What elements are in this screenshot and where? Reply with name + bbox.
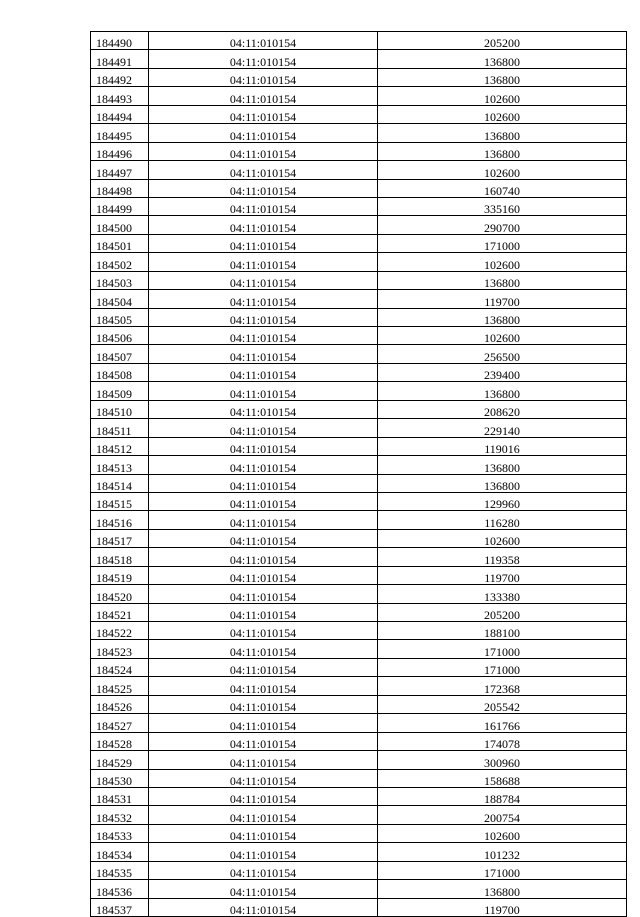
cell-code: 04:11:010154 xyxy=(149,382,378,400)
cell-id: 184536 xyxy=(91,880,149,898)
cell-amount: 102600 xyxy=(378,253,627,271)
table-row xyxy=(91,732,627,750)
cell-code: 04:11:010154 xyxy=(149,898,378,916)
cell-code: 04:11:010154 xyxy=(149,566,378,584)
cell-id: 184512 xyxy=(91,437,149,455)
cell-code: 04:11:010154 xyxy=(149,677,378,695)
table-row xyxy=(91,87,627,105)
cell-id: 184510 xyxy=(91,400,149,418)
cell-id: 184535 xyxy=(91,861,149,879)
table-row xyxy=(91,419,627,437)
cell-code: 04:11:010154 xyxy=(149,806,378,824)
cell-code: 04:11:010154 xyxy=(149,124,378,142)
cell-code: 04:11:010154 xyxy=(149,787,378,805)
cell-id: 184518 xyxy=(91,548,149,566)
table-row xyxy=(91,640,627,658)
cell-amount: 119700 xyxy=(378,566,627,584)
table-row xyxy=(91,142,627,160)
cell-id: 184523 xyxy=(91,640,149,658)
cell-code: 04:11:010154 xyxy=(149,363,378,381)
cell-id: 184537 xyxy=(91,898,149,916)
cell-id: 184511 xyxy=(91,419,149,437)
cell-code: 04:11:010154 xyxy=(149,216,378,234)
table-row xyxy=(91,327,627,345)
table-row xyxy=(91,253,627,271)
table-row xyxy=(91,437,627,455)
cell-id: 184505 xyxy=(91,308,149,326)
table-row xyxy=(91,492,627,510)
cell-amount: 136800 xyxy=(378,474,627,492)
table-row xyxy=(91,898,627,916)
cell-id: 184514 xyxy=(91,474,149,492)
cell-id: 184493 xyxy=(91,87,149,105)
cell-code: 04:11:010154 xyxy=(149,419,378,437)
cell-amount: 133380 xyxy=(378,585,627,603)
cell-code: 04:11:010154 xyxy=(149,327,378,345)
table-row xyxy=(91,787,627,805)
cell-amount: 174078 xyxy=(378,732,627,750)
cell-code: 04:11:010154 xyxy=(149,585,378,603)
cell-code: 04:11:010154 xyxy=(149,474,378,492)
table-row xyxy=(91,751,627,769)
table-row xyxy=(91,161,627,179)
table-row xyxy=(91,345,627,363)
cell-id: 184525 xyxy=(91,677,149,695)
cell-id: 184502 xyxy=(91,253,149,271)
cell-id: 184490 xyxy=(91,32,149,50)
cell-code: 04:11:010154 xyxy=(149,68,378,86)
cell-amount: 136800 xyxy=(378,880,627,898)
cell-id: 184529 xyxy=(91,751,149,769)
cell-id: 184516 xyxy=(91,511,149,529)
cell-id: 184524 xyxy=(91,658,149,676)
cell-amount: 136800 xyxy=(378,50,627,68)
cell-id: 184496 xyxy=(91,142,149,160)
table-row xyxy=(91,714,627,732)
cell-code: 04:11:010154 xyxy=(149,640,378,658)
table-row xyxy=(91,622,627,640)
cell-amount: 119358 xyxy=(378,548,627,566)
cell-amount: 119016 xyxy=(378,437,627,455)
cell-code: 04:11:010154 xyxy=(149,197,378,215)
cell-code: 04:11:010154 xyxy=(149,87,378,105)
table-row xyxy=(91,400,627,418)
cell-amount: 102600 xyxy=(378,87,627,105)
cell-id: 184517 xyxy=(91,529,149,547)
cell-code: 04:11:010154 xyxy=(149,824,378,842)
cell-amount: 161766 xyxy=(378,714,627,732)
cell-amount: 172368 xyxy=(378,677,627,695)
table-row xyxy=(91,529,627,547)
cell-amount: 205542 xyxy=(378,695,627,713)
cell-id: 184507 xyxy=(91,345,149,363)
table-row xyxy=(91,32,627,50)
cell-amount: 136800 xyxy=(378,382,627,400)
cell-amount: 119700 xyxy=(378,898,627,916)
cell-id: 184494 xyxy=(91,105,149,123)
cell-code: 04:11:010154 xyxy=(149,622,378,640)
cell-id: 184527 xyxy=(91,714,149,732)
cell-id: 184530 xyxy=(91,769,149,787)
cell-id: 184531 xyxy=(91,787,149,805)
table-row xyxy=(91,585,627,603)
cell-id: 184520 xyxy=(91,585,149,603)
cell-code: 04:11:010154 xyxy=(149,271,378,289)
table-row xyxy=(91,308,627,326)
cell-id: 184500 xyxy=(91,216,149,234)
cell-code: 04:11:010154 xyxy=(149,50,378,68)
table-body xyxy=(91,32,627,917)
cell-amount: 102600 xyxy=(378,824,627,842)
table-row xyxy=(91,456,627,474)
cell-id: 184528 xyxy=(91,732,149,750)
cell-amount: 102600 xyxy=(378,529,627,547)
cell-code: 04:11:010154 xyxy=(149,658,378,676)
cell-code: 04:11:010154 xyxy=(149,290,378,308)
cell-code: 04:11:010154 xyxy=(149,603,378,621)
cell-amount: 290700 xyxy=(378,216,627,234)
cell-code: 04:11:010154 xyxy=(149,456,378,474)
cell-amount: 136800 xyxy=(378,124,627,142)
cell-code: 04:11:010154 xyxy=(149,714,378,732)
table-row xyxy=(91,382,627,400)
table-row xyxy=(91,197,627,215)
cell-code: 04:11:010154 xyxy=(149,179,378,197)
cell-code: 04:11:010154 xyxy=(149,161,378,179)
cell-amount: 158688 xyxy=(378,769,627,787)
cell-id: 184506 xyxy=(91,327,149,345)
cell-amount: 119700 xyxy=(378,290,627,308)
cell-amount: 101232 xyxy=(378,843,627,861)
table-row xyxy=(91,548,627,566)
cell-amount: 129960 xyxy=(378,492,627,510)
cell-amount: 229140 xyxy=(378,419,627,437)
cell-id: 184522 xyxy=(91,622,149,640)
cell-amount: 171000 xyxy=(378,640,627,658)
cell-amount: 335160 xyxy=(378,197,627,215)
cell-amount: 256500 xyxy=(378,345,627,363)
cell-code: 04:11:010154 xyxy=(149,751,378,769)
table-row xyxy=(91,861,627,879)
cell-id: 184521 xyxy=(91,603,149,621)
table-row xyxy=(91,677,627,695)
cell-code: 04:11:010154 xyxy=(149,843,378,861)
cell-amount: 171000 xyxy=(378,658,627,676)
cell-id: 184498 xyxy=(91,179,149,197)
cell-id: 184497 xyxy=(91,161,149,179)
cell-id: 184501 xyxy=(91,234,149,252)
cell-code: 04:11:010154 xyxy=(149,732,378,750)
cell-code: 04:11:010154 xyxy=(149,345,378,363)
cell-amount: 171000 xyxy=(378,234,627,252)
cell-amount: 205200 xyxy=(378,603,627,621)
cell-id: 184492 xyxy=(91,68,149,86)
cell-id: 184513 xyxy=(91,456,149,474)
table-row xyxy=(91,179,627,197)
cell-code: 04:11:010154 xyxy=(149,105,378,123)
cell-code: 04:11:010154 xyxy=(149,234,378,252)
cell-amount: 136800 xyxy=(378,271,627,289)
cell-amount: 171000 xyxy=(378,861,627,879)
cell-code: 04:11:010154 xyxy=(149,695,378,713)
cell-id: 184503 xyxy=(91,271,149,289)
cell-amount: 208620 xyxy=(378,400,627,418)
cell-code: 04:11:010154 xyxy=(149,861,378,879)
table-row xyxy=(91,234,627,252)
cell-code: 04:11:010154 xyxy=(149,511,378,529)
cell-id: 184533 xyxy=(91,824,149,842)
table-row xyxy=(91,658,627,676)
cell-id: 184526 xyxy=(91,695,149,713)
cell-amount: 102600 xyxy=(378,327,627,345)
cell-id: 184491 xyxy=(91,50,149,68)
cell-amount: 102600 xyxy=(378,161,627,179)
cell-amount: 188100 xyxy=(378,622,627,640)
table-row xyxy=(91,603,627,621)
cell-id: 184495 xyxy=(91,124,149,142)
cell-code: 04:11:010154 xyxy=(149,142,378,160)
table-row xyxy=(91,124,627,142)
cell-amount: 136800 xyxy=(378,142,627,160)
table-row xyxy=(91,474,627,492)
cell-amount: 136800 xyxy=(378,68,627,86)
table-row xyxy=(91,363,627,381)
cell-amount: 102600 xyxy=(378,105,627,123)
cell-id: 184532 xyxy=(91,806,149,824)
table-row xyxy=(91,843,627,861)
data-table xyxy=(90,31,627,917)
table-row xyxy=(91,880,627,898)
table-row xyxy=(91,271,627,289)
cell-code: 04:11:010154 xyxy=(149,548,378,566)
cell-amount: 200754 xyxy=(378,806,627,824)
cell-id: 184508 xyxy=(91,363,149,381)
cell-amount: 239400 xyxy=(378,363,627,381)
cell-code: 04:11:010154 xyxy=(149,769,378,787)
table-row xyxy=(91,68,627,86)
cell-code: 04:11:010154 xyxy=(149,308,378,326)
table-row xyxy=(91,769,627,787)
cell-code: 04:11:010154 xyxy=(149,32,378,50)
cell-code: 04:11:010154 xyxy=(149,253,378,271)
table-row xyxy=(91,290,627,308)
cell-amount: 116280 xyxy=(378,511,627,529)
table-row xyxy=(91,511,627,529)
cell-id: 184504 xyxy=(91,290,149,308)
cell-code: 04:11:010154 xyxy=(149,437,378,455)
cell-id: 184519 xyxy=(91,566,149,584)
cell-id: 184534 xyxy=(91,843,149,861)
cell-code: 04:11:010154 xyxy=(149,492,378,510)
cell-amount: 136800 xyxy=(378,308,627,326)
table-row xyxy=(91,824,627,842)
cell-code: 04:11:010154 xyxy=(149,880,378,898)
cell-code: 04:11:010154 xyxy=(149,529,378,547)
table-row xyxy=(91,566,627,584)
cell-amount: 300960 xyxy=(378,751,627,769)
cell-id: 184499 xyxy=(91,197,149,215)
cell-amount: 136800 xyxy=(378,456,627,474)
cell-amount: 188784 xyxy=(378,787,627,805)
table-row xyxy=(91,105,627,123)
cell-id: 184515 xyxy=(91,492,149,510)
table-row xyxy=(91,806,627,824)
cell-amount: 160740 xyxy=(378,179,627,197)
table-row xyxy=(91,50,627,68)
table-row xyxy=(91,695,627,713)
cell-id: 184509 xyxy=(91,382,149,400)
cell-code: 04:11:010154 xyxy=(149,400,378,418)
cell-amount: 205200 xyxy=(378,32,627,50)
table-row xyxy=(91,216,627,234)
